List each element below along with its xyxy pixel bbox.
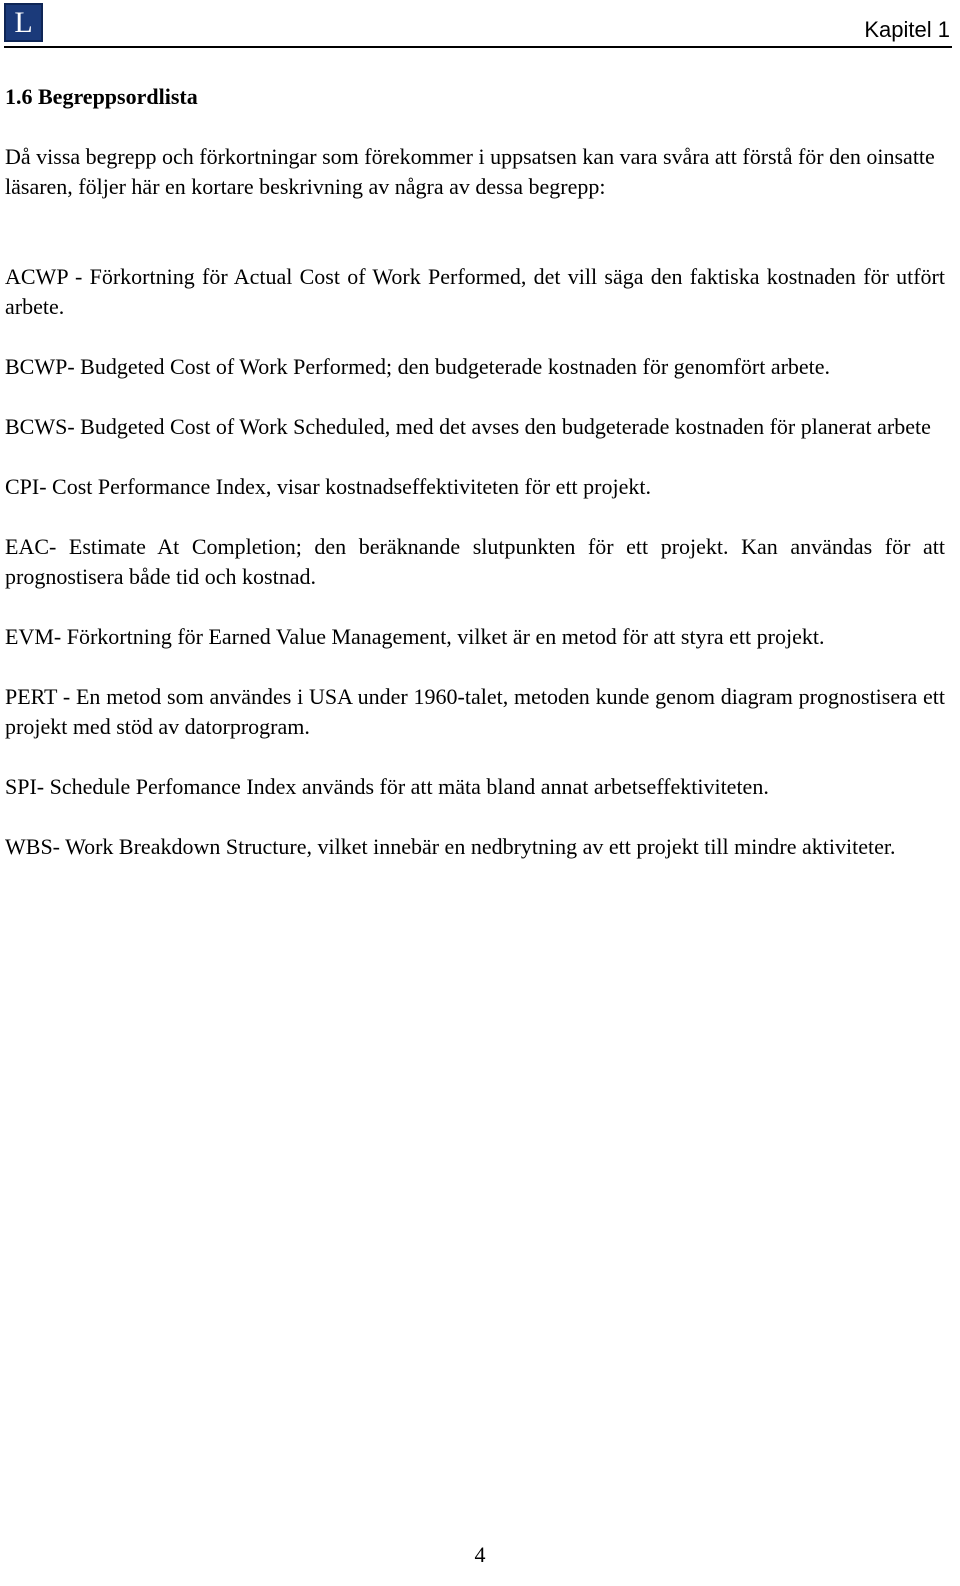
university-logo — [4, 3, 43, 42]
glossary-entry-acwp: ACWP - Förkortning för Actual Cost of Work Performed, det vill säga den faktiska kostnaden för utfört arbete. — [5, 264, 945, 319]
logo-letter: L — [14, 6, 33, 39]
page-content — [5, 82, 945, 892]
page-number: 4 — [474, 1542, 486, 1567]
header-divider — [4, 46, 952, 48]
glossary-entry-pert: PERT - En metod som användes i USA under 1960-talet, metoden kunde genom diagram prognostisera ett projekt med stöd av datorprogram. — [5, 684, 945, 739]
glossary-entry-cpi: CPI- Cost Performance Index, visar kostnadseffektiviteten för ett projekt. — [5, 474, 651, 499]
glossary-entry-wbs: WBS- Work Breakdown Structure, vilket innebär en nedbrytning av ett projekt till mindre aktiviteter. — [5, 834, 896, 859]
intro-paragraph: Då vissa begrepp och förkortningar som förekommer i uppsatsen kan vara svåra att förstå för den oinsatte läsaren, följer här en kortare beskrivning av några av dessa begrepp: — [5, 144, 935, 199]
glossary-entry-bcwp: BCWP- Budgeted Cost of Work Performed; den budgeterade kostnaden för genomfört arbete. — [5, 354, 831, 379]
glossary-entry-evm: EVM- Förkortning för Earned Value Management, vilket är en metod för att styra ett projekt. — [5, 624, 825, 649]
glossary-entry-spi: SPI- Schedule Perfomance Index används för att mäta bland annat arbetseffektiviteten. — [5, 774, 769, 799]
glossary-entry-bcws: BCWS- Budgeted Cost of Work Scheduled, med det avses den budgeterade kostnaden för planerat arbete — [5, 414, 931, 439]
glossary-entry-eac: EAC- Estimate At Completion; den beräknande slutpunkten för ett projekt. Kan användas för att prognostisera både tid och kostnad. — [5, 534, 945, 589]
section-heading: 1.6 Begreppsordlista — [5, 84, 198, 109]
chapter-label: Kapitel 1 — [864, 17, 950, 42]
